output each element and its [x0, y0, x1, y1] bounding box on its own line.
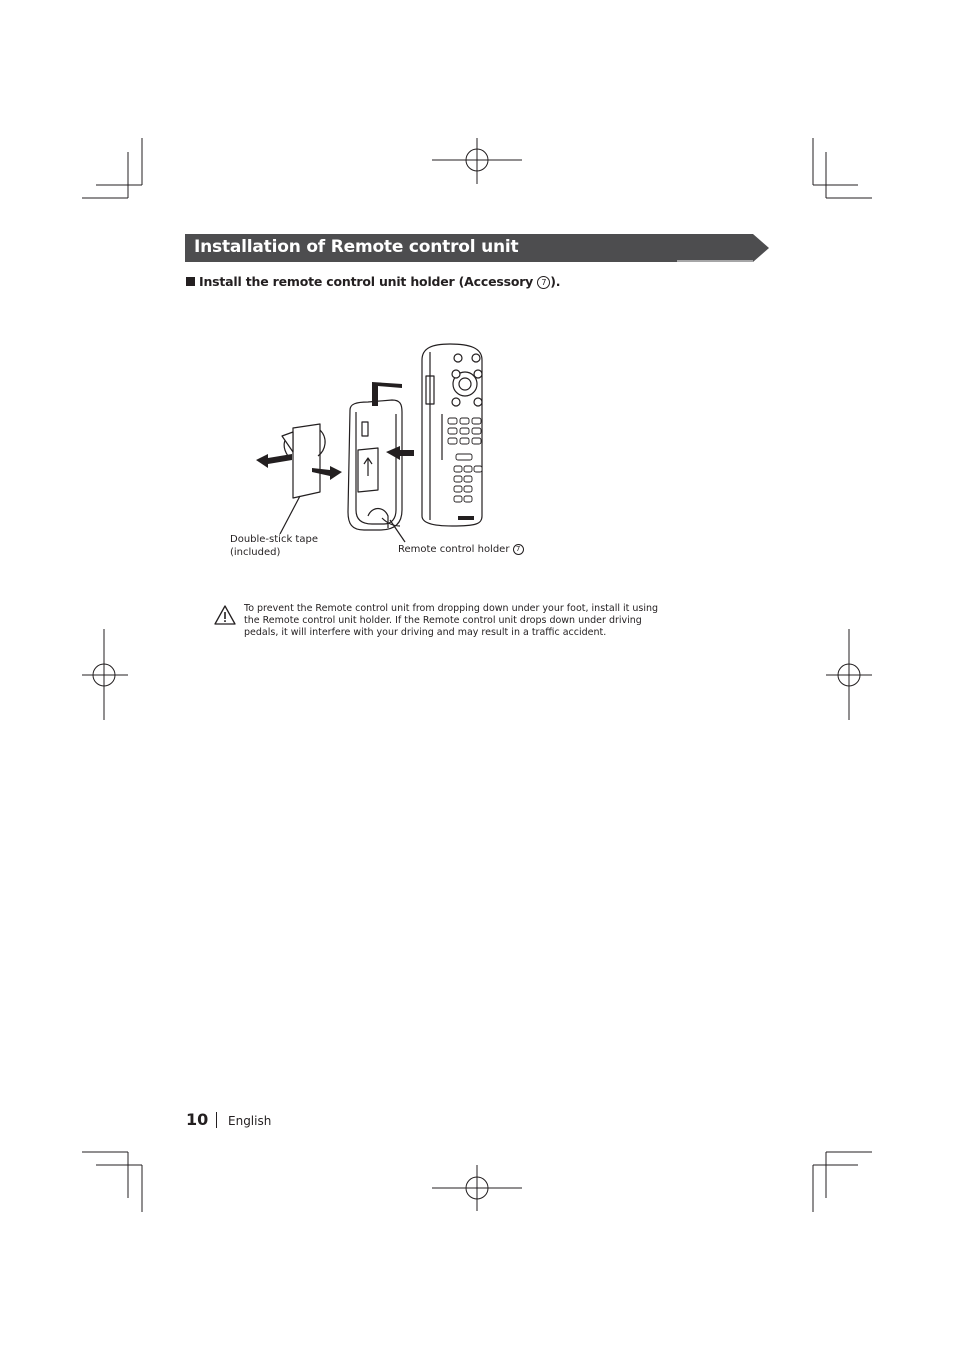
- tape-label-line1: Double-stick tape: [230, 534, 318, 545]
- page-language: English: [228, 1114, 272, 1128]
- accessory-number-badge: 7: [537, 276, 550, 289]
- holder-accessory-badge: 7: [513, 544, 524, 555]
- double-stick-tape-drawing: [282, 424, 325, 498]
- tape-label-line2: (included): [230, 547, 281, 558]
- page-number: 10: [186, 1110, 209, 1129]
- tape-label: [230, 533, 318, 559]
- holder-label-text: Remote control holder: [398, 544, 513, 555]
- warning-text: To prevent the Remote control unit from dropping down under your foot, install it using the Remote control unit holder. If the Remote control unit drops down under driving pedals, it will interfere with your driving and may result in a traffic accident.: [244, 603, 659, 638]
- bullet-square-icon: [186, 277, 195, 286]
- subheading-text: Install the remote control unit holder (Accessory: [199, 274, 538, 289]
- tape-leader-line: [280, 496, 300, 534]
- subheading-suffix: ).: [550, 274, 561, 289]
- section-title: Installation of Remote control unit: [194, 237, 519, 257]
- warning-triangle-icon: [214, 605, 236, 625]
- subheading: [186, 274, 560, 289]
- section-banner: [185, 234, 769, 262]
- footer-divider: [216, 1112, 217, 1128]
- remote-holder-drawing: [348, 400, 402, 530]
- remote-control-drawing: [422, 344, 482, 526]
- holder-label: [398, 543, 524, 556]
